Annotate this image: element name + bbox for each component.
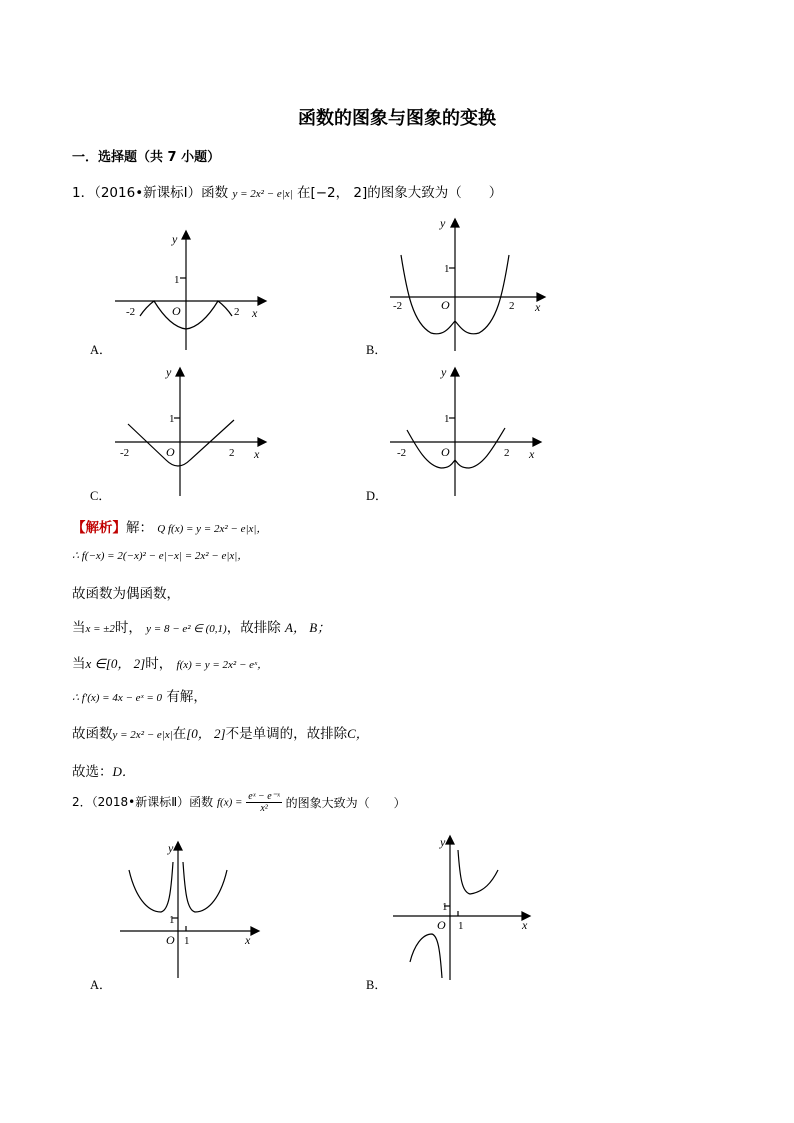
- solution-math: y = 8 − e² ∈ (0,1): [146, 623, 227, 635]
- solution-math: ∴ f(−x) = 2(−x)² − e|−x| = 2x² − e|x|，: [72, 550, 249, 562]
- q2-numerator: eˣ − e⁻ˣ: [248, 791, 280, 802]
- tick-1: 1: [444, 413, 450, 425]
- solution-text: 在: [172, 726, 187, 742]
- solution-text: 时，: [145, 656, 173, 672]
- solution-text: 不是单调的，故排除: [225, 726, 348, 742]
- q2-graph-a: [115, 838, 265, 983]
- solution-text: 故选：: [72, 764, 113, 780]
- solution-math: y = 2x² − e|x|: [112, 729, 173, 741]
- tick-2: 2: [234, 306, 240, 318]
- question-1-stem: [72, 181, 502, 201]
- solution-line-2: [72, 547, 248, 563]
- tick-1: 1: [174, 274, 180, 286]
- solution-math: [0， 2]: [186, 726, 226, 741]
- tick-1: 1: [169, 914, 175, 926]
- q2-fraction: [246, 791, 282, 814]
- origin-label: O: [166, 445, 175, 459]
- axis-y-label: y: [168, 841, 174, 855]
- origin-label: O: [441, 298, 450, 312]
- solution-text: 故函数: [72, 726, 113, 742]
- tick-1: 1: [169, 413, 175, 425]
- solution-text: 解：: [126, 520, 153, 536]
- tick-2: 2: [229, 447, 235, 459]
- solution-text: 当: [72, 620, 86, 636]
- q1-graph-c: [110, 362, 270, 502]
- axis-x-label: x: [522, 918, 528, 932]
- solution-text: ，故排除: [226, 620, 281, 636]
- solution-tag: 【解析】: [72, 520, 126, 536]
- q2-option-b[interactable]: B．: [366, 978, 387, 992]
- solution-text: 当: [72, 656, 86, 672]
- q2-denominator: x²: [260, 803, 268, 814]
- solution-line-1: [72, 516, 267, 536]
- axis-y-label: y: [440, 216, 446, 230]
- origin-label: O: [166, 933, 175, 947]
- solution-line-5: [72, 652, 268, 672]
- tick-neg2: -2: [397, 447, 407, 459]
- tick-1-x: 1: [458, 920, 464, 932]
- solution-text: 有解，: [166, 689, 207, 705]
- q1-option-a[interactable]: A．: [90, 343, 112, 357]
- q1-formula: y = 2x² − e|x|: [232, 188, 293, 200]
- q1-graph-d: [385, 362, 550, 502]
- solution-line-4: [72, 616, 330, 636]
- q1-option-b[interactable]: B．: [366, 343, 387, 357]
- tick-1: 1: [444, 263, 450, 275]
- solution-answer: D．: [112, 764, 135, 779]
- q1-option-d[interactable]: D．: [366, 489, 388, 503]
- tick-2: 2: [504, 447, 510, 459]
- axis-y-label: y: [440, 835, 446, 849]
- solution-math: x ∈[0， 2]: [85, 656, 146, 671]
- axis-x-label: x: [252, 306, 258, 320]
- q1-option-c[interactable]: C．: [90, 489, 111, 503]
- axis-x-label: x: [245, 933, 251, 947]
- solution-line-7: [72, 722, 369, 742]
- solution-math: f(x) = y = 2x² − eˣ，: [176, 659, 269, 671]
- origin-label: O: [441, 445, 450, 459]
- solution-math: C，: [347, 726, 369, 741]
- q2-fx: f(x) =: [217, 796, 243, 809]
- q2-graph-b: [388, 830, 538, 985]
- solution-math: x = ±2: [85, 623, 115, 635]
- origin-label: O: [172, 304, 181, 318]
- axis-x-label: x: [535, 300, 541, 314]
- tick-neg2: -2: [120, 447, 130, 459]
- axis-x-label: x: [254, 447, 260, 461]
- tick-1-x: 1: [184, 935, 190, 947]
- solution-line-6: [72, 685, 207, 705]
- q1-graph-a: [110, 225, 270, 355]
- q2-stem-suffix: 的图象大致为（ ）: [285, 796, 406, 810]
- solution-text: 时，: [114, 620, 142, 636]
- tick-neg2: -2: [126, 306, 136, 318]
- tick-2: 2: [509, 300, 515, 312]
- solution-math: ∴ f′(x) = 4x − eˣ = 0: [72, 692, 163, 704]
- axis-y-label: y: [166, 365, 172, 379]
- section-heading: 一．选择题（共 7 小题）: [72, 150, 221, 165]
- tick-neg2: -2: [393, 300, 403, 312]
- origin-label: O: [437, 918, 446, 932]
- solution-math: Q f(x) = y = 2x² − e|x|，: [157, 523, 268, 535]
- axis-x-label: x: [529, 447, 535, 461]
- solution-line-3: 故函数为偶函数，: [72, 586, 180, 602]
- page-title: 函数的图象与图象的变换: [298, 108, 496, 129]
- q1-stem-suffix: 在[−2， 2]的图象大致为（ ）: [296, 185, 503, 201]
- solution-math: A， B；: [285, 620, 331, 635]
- q2-stem-prefix: 2．（2018•新课标Ⅱ）函数: [72, 795, 214, 809]
- axis-y-label: y: [172, 232, 178, 246]
- q2-option-a[interactable]: A．: [90, 978, 112, 992]
- axis-y-label: y: [441, 365, 447, 379]
- solution-line-8: [72, 760, 135, 780]
- q1-stem-prefix: 1．（2016•新课标Ⅰ）函数: [72, 185, 229, 201]
- tick-1: 1: [442, 901, 448, 913]
- question-2-stem: [72, 791, 406, 814]
- q1-graph-b: [385, 213, 550, 358]
